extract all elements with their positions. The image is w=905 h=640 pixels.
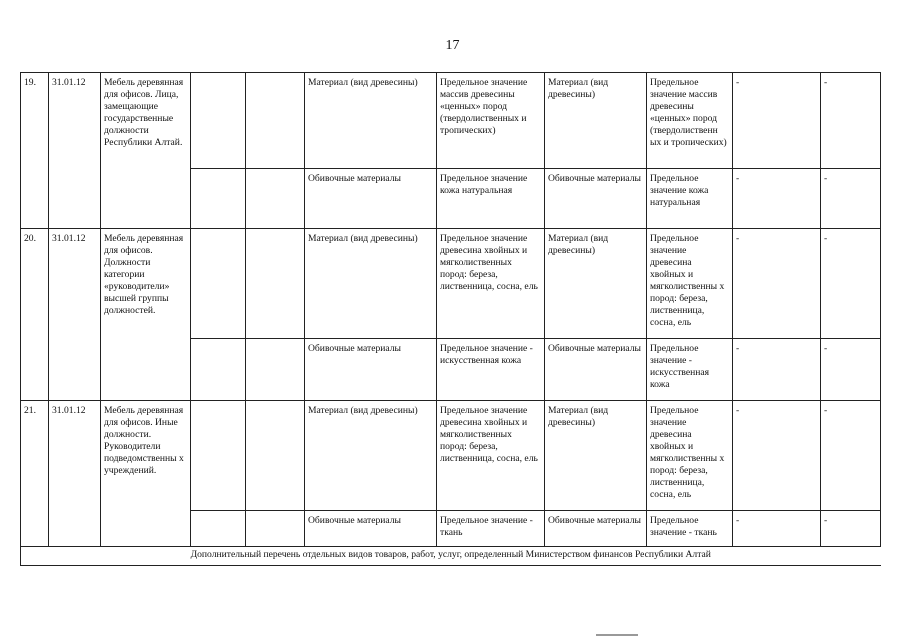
- row-number: 19.: [21, 73, 49, 229]
- dash: -: [733, 229, 821, 339]
- dash: -: [821, 401, 881, 511]
- dash: -: [821, 511, 881, 547]
- empty-cell: [246, 229, 305, 339]
- okpd-code: 31.01.12: [49, 73, 101, 229]
- characteristic: Обивочные материалы: [305, 339, 437, 401]
- empty-cell: [191, 339, 246, 401]
- scan-mark: [596, 634, 638, 636]
- empty-cell: [191, 401, 246, 511]
- characteristic-2: Материал (вид древесины): [545, 229, 647, 339]
- okpd-code: 31.01.12: [49, 229, 101, 401]
- value-2: Предельное значение массив древесины «ценных» пород (твердолиственн ых и тропических): [647, 73, 733, 169]
- row-number: 20.: [21, 229, 49, 401]
- empty-cell: [191, 511, 246, 547]
- page-number: 17: [445, 38, 460, 53]
- value-2: Предельное значение древесина хвойных и мягколиственны х пород: береза, лиственница, сосна, ель: [647, 229, 733, 339]
- empty-cell: [246, 401, 305, 511]
- value-2: Предельное значение - искусственная кожа: [647, 339, 733, 401]
- dash: -: [733, 73, 821, 169]
- table-row: [21, 229, 881, 339]
- empty-cell: [246, 169, 305, 229]
- value: Предельное значение древесина хвойных и мягколиственных пород: береза, лиственница, сосна, ель: [437, 401, 545, 511]
- item-name: Мебель деревянная для офисов. Иные должности. Руководители подведомственны х учреждений.: [101, 401, 191, 547]
- item-name: Мебель деревянная для офисов. Должности категории «руководители» высшей группы должностей.: [101, 229, 191, 401]
- table-row: [21, 401, 881, 511]
- characteristic-2: Обивочные материалы: [545, 511, 647, 547]
- value-2: Предельное значение древесина хвойных и мягколиственны х пород: береза, лиственница, сосна, ель: [647, 401, 733, 511]
- value: Предельное значение массив древесины «ценных» пород (твердолиственных и тропических): [437, 73, 545, 169]
- item-name: Мебель деревянная для офисов. Лица, замещающие государственные должности Республики Алтай.: [101, 73, 191, 229]
- value: Предельное значение - искусственная кожа: [437, 339, 545, 401]
- empty-cell: [191, 169, 246, 229]
- value-2: Предельное значение кожа натуральная: [647, 169, 733, 229]
- empty-cell: [246, 339, 305, 401]
- dash: -: [821, 169, 881, 229]
- goods-table: [20, 72, 881, 566]
- dash: -: [821, 339, 881, 401]
- row-number: 21.: [21, 401, 49, 547]
- dash: -: [821, 73, 881, 169]
- characteristic-2: Материал (вид древесины): [545, 73, 647, 169]
- value: Предельное значение древесина хвойных и мягколиственных пород: береза, лиственница, сосна, ель: [437, 229, 545, 339]
- dash: -: [733, 511, 821, 547]
- dash: -: [733, 339, 821, 401]
- dash: -: [733, 401, 821, 511]
- characteristic-2: Материал (вид древесины): [545, 401, 647, 511]
- characteristic: Материал (вид древесины): [305, 229, 437, 339]
- dash: -: [733, 169, 821, 229]
- characteristic: Материал (вид древесины): [305, 401, 437, 511]
- characteristic: Обивочные материалы: [305, 511, 437, 547]
- characteristic-2: Обивочные материалы: [545, 339, 647, 401]
- footer-row: [21, 547, 881, 566]
- value: Предельное значение - ткань: [437, 511, 545, 547]
- characteristic-2: Обивочные материалы: [545, 169, 647, 229]
- characteristic: Материал (вид древесины): [305, 73, 437, 169]
- table-row: [21, 73, 881, 169]
- empty-cell: [246, 511, 305, 547]
- empty-cell: [246, 73, 305, 169]
- okpd-code: 31.01.12: [49, 401, 101, 547]
- section-heading: Дополнительный перечень отдельных видов товаров, работ, услуг, определенный Министерством финансов Республики Алтай: [21, 547, 881, 566]
- dash: -: [821, 229, 881, 339]
- characteristic: Обивочные материалы: [305, 169, 437, 229]
- value: Предельное значение кожа натуральная: [437, 169, 545, 229]
- empty-cell: [191, 229, 246, 339]
- value-2: Предельное значение - ткань: [647, 511, 733, 547]
- empty-cell: [191, 73, 246, 169]
